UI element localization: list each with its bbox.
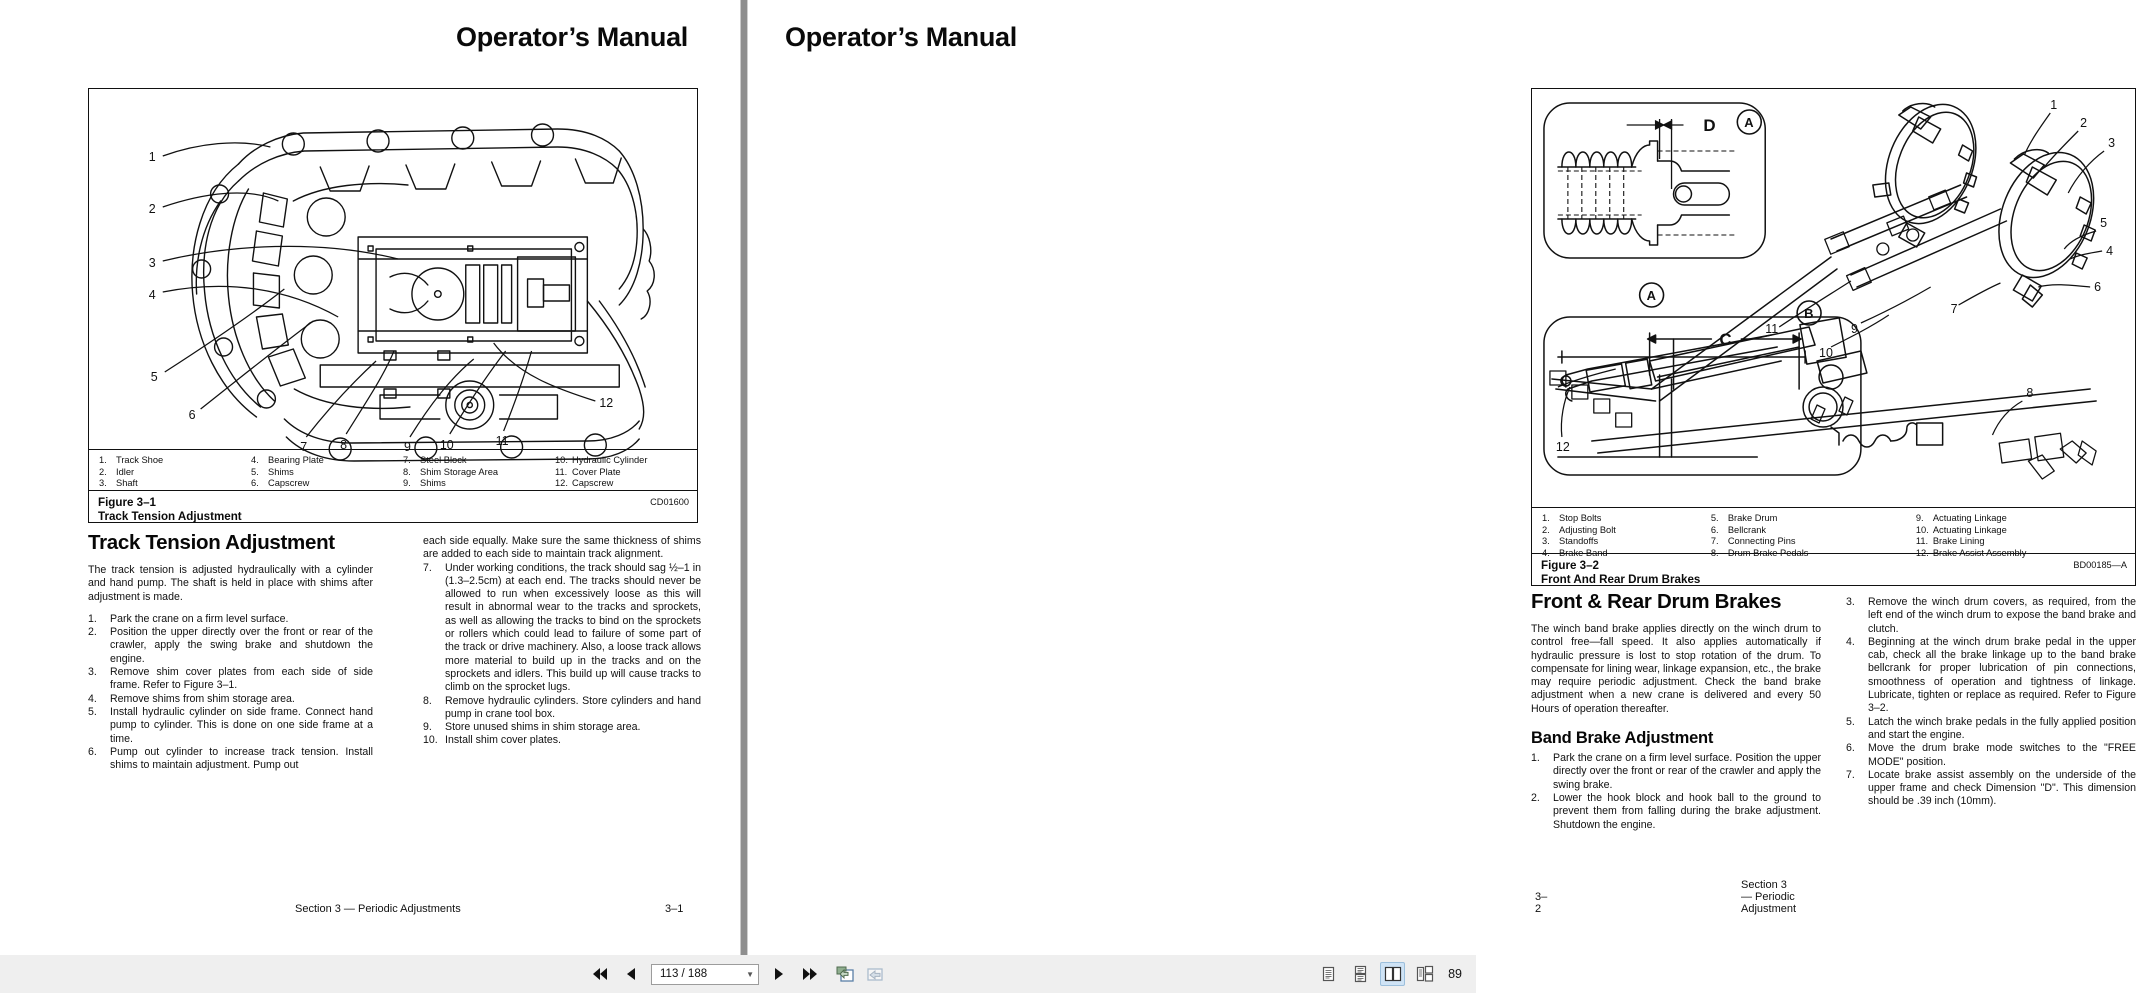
legend-column (545, 455, 697, 489)
figure-3-1-artwork (89, 89, 697, 455)
figure-3-2-artwork (1532, 89, 2135, 507)
footer-page-number: 3–1 (665, 903, 684, 915)
legend-column (89, 455, 241, 489)
last-page-button[interactable] (799, 963, 821, 985)
legend-column (393, 455, 545, 489)
figure-3-1 (88, 88, 698, 523)
band-brake-steps-part2 (1846, 596, 2136, 809)
legend-item: 6. Bellcrank (1710, 524, 1767, 535)
legend-item: 2. Idler (99, 466, 135, 477)
legend-column (1701, 513, 1906, 558)
export-region-button[interactable] (865, 963, 887, 985)
svg-text:9: 9 (1850, 321, 1858, 337)
section-title: Front & Rear Drum Brakes (1531, 590, 1782, 613)
left-text-column-2 (423, 535, 701, 748)
step-continuation-text: each side equally. Make sure the same thickness of shims are added to each side to maintain track alignment. (423, 535, 701, 561)
copy-region-icon (835, 965, 855, 983)
two-page-view-button[interactable] (1380, 962, 1405, 986)
list-item: 1. Park the crane on a firm level surface. (88, 612, 289, 625)
svg-text:7: 7 (1950, 301, 1958, 317)
section-title: Track Tension Adjustment (88, 531, 335, 554)
svg-text:6: 6 (2094, 279, 2102, 295)
svg-text:12: 12 (1555, 439, 1570, 455)
figure-title: Track Tension Adjustment (98, 510, 242, 523)
svg-text:1: 1 (148, 149, 156, 165)
legend-item: 10. Hydraulic Cylinder (555, 455, 648, 465)
footer-section-label: Section 3 — Periodic Adjustment (1741, 879, 1797, 915)
legend-item: 8. Shim Storage Area (403, 466, 499, 477)
procedure-steps-part2 (423, 562, 701, 748)
previous-page-button[interactable] (620, 963, 642, 985)
left-text-column-1 (88, 531, 373, 772)
two-page-continuous-view-button[interactable] (1412, 962, 1437, 986)
double-left-arrow-icon (591, 967, 609, 981)
legend-item: 12. Brake Assist Assembly (1915, 547, 2027, 558)
legend-item: 3. Standoffs (1542, 536, 1599, 547)
section-intro-paragraph: The track tension is adjusted hydraulically with a cylinder and hand pump. The shaft is held in place with shims after adjustment is made. (88, 564, 373, 603)
toolbar-navigation-group[interactable] (589, 963, 887, 985)
figure-3-1-caption (89, 490, 697, 522)
list-item: 4. Remove shims from shim storage area. (88, 692, 295, 705)
zoom-level-label: 89 (1448, 967, 1462, 981)
figure-number: Figure 3–2 (1541, 559, 1599, 572)
toolbar-view-group[interactable] (1316, 962, 1462, 986)
list-item: 3. Remove shim cover plates from each side of side frame. Refer to Figure 3–1. (88, 666, 373, 692)
svg-text:1: 1 (2050, 97, 2058, 113)
legend-item: 2. Adjusting Bolt (1542, 524, 1616, 535)
svg-text:5: 5 (2100, 215, 2108, 231)
page-divider (740, 0, 748, 955)
band-brake-steps-part1 (1531, 752, 1821, 832)
right-text-column-1 (1531, 590, 1821, 832)
svg-text:6: 6 (188, 407, 196, 423)
page-number-value: 113 / 188 (660, 968, 708, 980)
svg-text:B: B (1804, 305, 1814, 322)
first-page-button[interactable] (589, 963, 611, 985)
svg-text:A: A (1744, 114, 1754, 131)
legend-item: 1. Stop Bolts (1542, 513, 1602, 523)
right-arrow-icon (772, 967, 786, 981)
figure-3-2-caption (1532, 553, 2135, 585)
list-item: 2. Lower the hook block and hook ball to the ground to prevent them from falling during the brake adjustment. Shutdown the engine. (1531, 791, 1821, 831)
svg-text:9: 9 (403, 439, 411, 455)
figure-3-2-legend (1532, 507, 2135, 558)
section-intro-paragraph: The winch band brake applies directly on the winch drum to control free—fall speed. It also applies automatically if hydraulic pressure is lost to stop rotation of the drum. To compensate for lining wear, linkage expansion, etc., the brake may require periodic adjustment. Check the band brake adjustment when a new crane is delivered and every 50 Hours of operation thereafter. (1531, 623, 1821, 715)
svg-text:8: 8 (340, 437, 348, 453)
subsection-title: Band Brake Adjustment (1531, 729, 1714, 748)
export-region-icon (866, 965, 886, 983)
list-item: 9. Store unused shims in shim storage area. (423, 721, 641, 734)
legend-item: 12. Capscrew (555, 478, 614, 489)
svg-text:10: 10 (439, 437, 454, 453)
document-page-left[interactable] (0, 0, 740, 955)
svg-text:12: 12 (599, 395, 614, 411)
legend-item: 5. Shims (251, 466, 294, 477)
legend-item: 10. Actuating Linkage (1915, 524, 2007, 535)
legend-item: 8. Drum Brake Pedals (1710, 547, 1809, 558)
legend-item: 4. Brake Band (1542, 547, 1608, 558)
svg-text:11: 11 (495, 433, 509, 449)
list-item: 7. Locate brake assist assembly on the underside of the upper frame and check Dimension "D". This dimension should be .39 inch (10mm). (1846, 768, 2136, 808)
legend-item: 7. Connecting Pins (1710, 536, 1796, 547)
page-header-title: Operator’s Manual (785, 22, 1017, 52)
svg-text:A: A (1646, 287, 1656, 304)
legend-item: 1. Track Shoe (99, 455, 164, 465)
legend-item: 4. Bearing Plate (251, 455, 324, 465)
right-text-column-2 (1846, 596, 2136, 809)
figure-3-2 (1531, 88, 2136, 586)
list-item: 4. Beginning at the winch drum brake pedal in the upper cab, check all the brake linkage up to the band brake bellcrank for proper lubrication of pin connections, smoothness of operation and tightness of linkage. Lubricate, tighten or replace as required. Refer to Figure 3–2. (1846, 635, 2136, 715)
next-page-button[interactable] (768, 963, 790, 985)
single-page-view-button[interactable] (1316, 962, 1341, 986)
document-page-right[interactable] (748, 0, 2136, 955)
legend-column (1532, 513, 1701, 558)
two-page-icon (1384, 966, 1402, 982)
legend-item: 6. Capscrew (251, 478, 310, 489)
figure-code: CD01600 (650, 497, 689, 507)
chevron-down-icon[interactable]: ▼ (746, 969, 754, 979)
single-page-icon (1321, 966, 1336, 982)
list-item: 8. Remove hydraulic cylinders. Store cylinders and hand pump in crane tool box. (423, 694, 701, 720)
figure-3-1-legend (89, 449, 697, 490)
svg-text:11: 11 (1765, 321, 1779, 337)
figure-number: Figure 3–1 (98, 496, 156, 509)
double-right-arrow-icon (801, 967, 819, 981)
legend-item: 3. Shaft (99, 478, 138, 489)
footer-page-number: 3–2 (1535, 891, 1548, 915)
legend-column (241, 455, 393, 489)
svg-text:D: D (1703, 115, 1716, 136)
svg-text:4: 4 (2106, 243, 2114, 259)
list-item: 5. Install hydraulic cylinder on side frame. Connect hand pump to cylinder. This is done on one side frame at a time. (88, 705, 373, 745)
svg-text:7: 7 (300, 439, 308, 455)
continuous-page-icon (1353, 966, 1368, 982)
viewer-toolbar[interactable] (0, 955, 1476, 993)
left-arrow-icon (624, 967, 638, 981)
legend-item: 11. Cover Plate (555, 466, 621, 477)
svg-text:C: C (1719, 329, 1732, 350)
svg-text:10: 10 (1819, 345, 1833, 361)
list-item: 2. Position the upper directly over the front or rear of the crawler, apply the swing brake and shutdown the engine. (88, 626, 373, 665)
legend-column (1906, 513, 2135, 558)
legend-item: 9. Actuating Linkage (1915, 513, 2007, 523)
legend-item: 11. Brake Lining (1915, 536, 1985, 547)
list-item: 6. Move the drum brake mode switches to the "FREE MODE" position. (1846, 742, 2136, 768)
svg-text:2: 2 (2080, 115, 2088, 131)
list-item: 10. Install shim cover plates. (423, 734, 561, 747)
list-item: 5. Latch the winch brake pedals in the fully applied position and start the engine. (1846, 715, 2136, 741)
list-item: 7. Under working conditions, the track should sag ½–1 in (1.3–2.5cm) at each end. The tracks should never be allowed to run when excessively loose as this will result in abnormal wear to the tracks and sprockets, as well as allowing the tracks to bind on the sprockets or rollers which could lead to failure of some part of the track or drive machinery. Also, a loose track allows more material to build up in the tracks and on the sprockets and idlers. This build up will cause tracks to climb on the sprocket lugs. (423, 561, 701, 694)
list-item: 3. Remove the winch drum covers, as required, from the left end of the winch drum to expose the band brake and clutch. (1846, 596, 2136, 635)
legend-item: 7. Steel Block (403, 455, 467, 465)
continuous-page-view-button[interactable] (1348, 962, 1373, 986)
legend-item: 5. Brake Drum (1710, 513, 1778, 523)
figure-title: Front And Rear Drum Brakes (1541, 573, 1701, 586)
svg-text:8: 8 (2026, 385, 2034, 401)
svg-text:2: 2 (148, 201, 156, 217)
svg-text:4: 4 (148, 287, 156, 303)
page-header-title: Operator’s Manual (456, 22, 688, 52)
svg-text:5: 5 (150, 369, 158, 385)
procedure-steps-part1 (88, 613, 373, 773)
legend-item: 9. Shims (403, 478, 446, 489)
two-page-continuous-icon (1416, 966, 1434, 982)
page-number-input[interactable] (651, 964, 759, 985)
list-item: 6. Pump out cylinder to increase track tension. Install shims to maintain adjustment. Pump out (88, 745, 373, 772)
footer-section-label: Section 3 — Periodic Adjustments (295, 903, 461, 915)
figure-code: BD00185—A (2073, 560, 2127, 570)
copy-region-button[interactable] (834, 963, 856, 985)
svg-text:3: 3 (148, 255, 156, 271)
svg-text:3: 3 (2108, 135, 2116, 151)
list-item: 1. Park the crane on a firm level surface. Position the upper directly over the front or rear of the crawler and apply the swing brake. (1531, 752, 1821, 791)
